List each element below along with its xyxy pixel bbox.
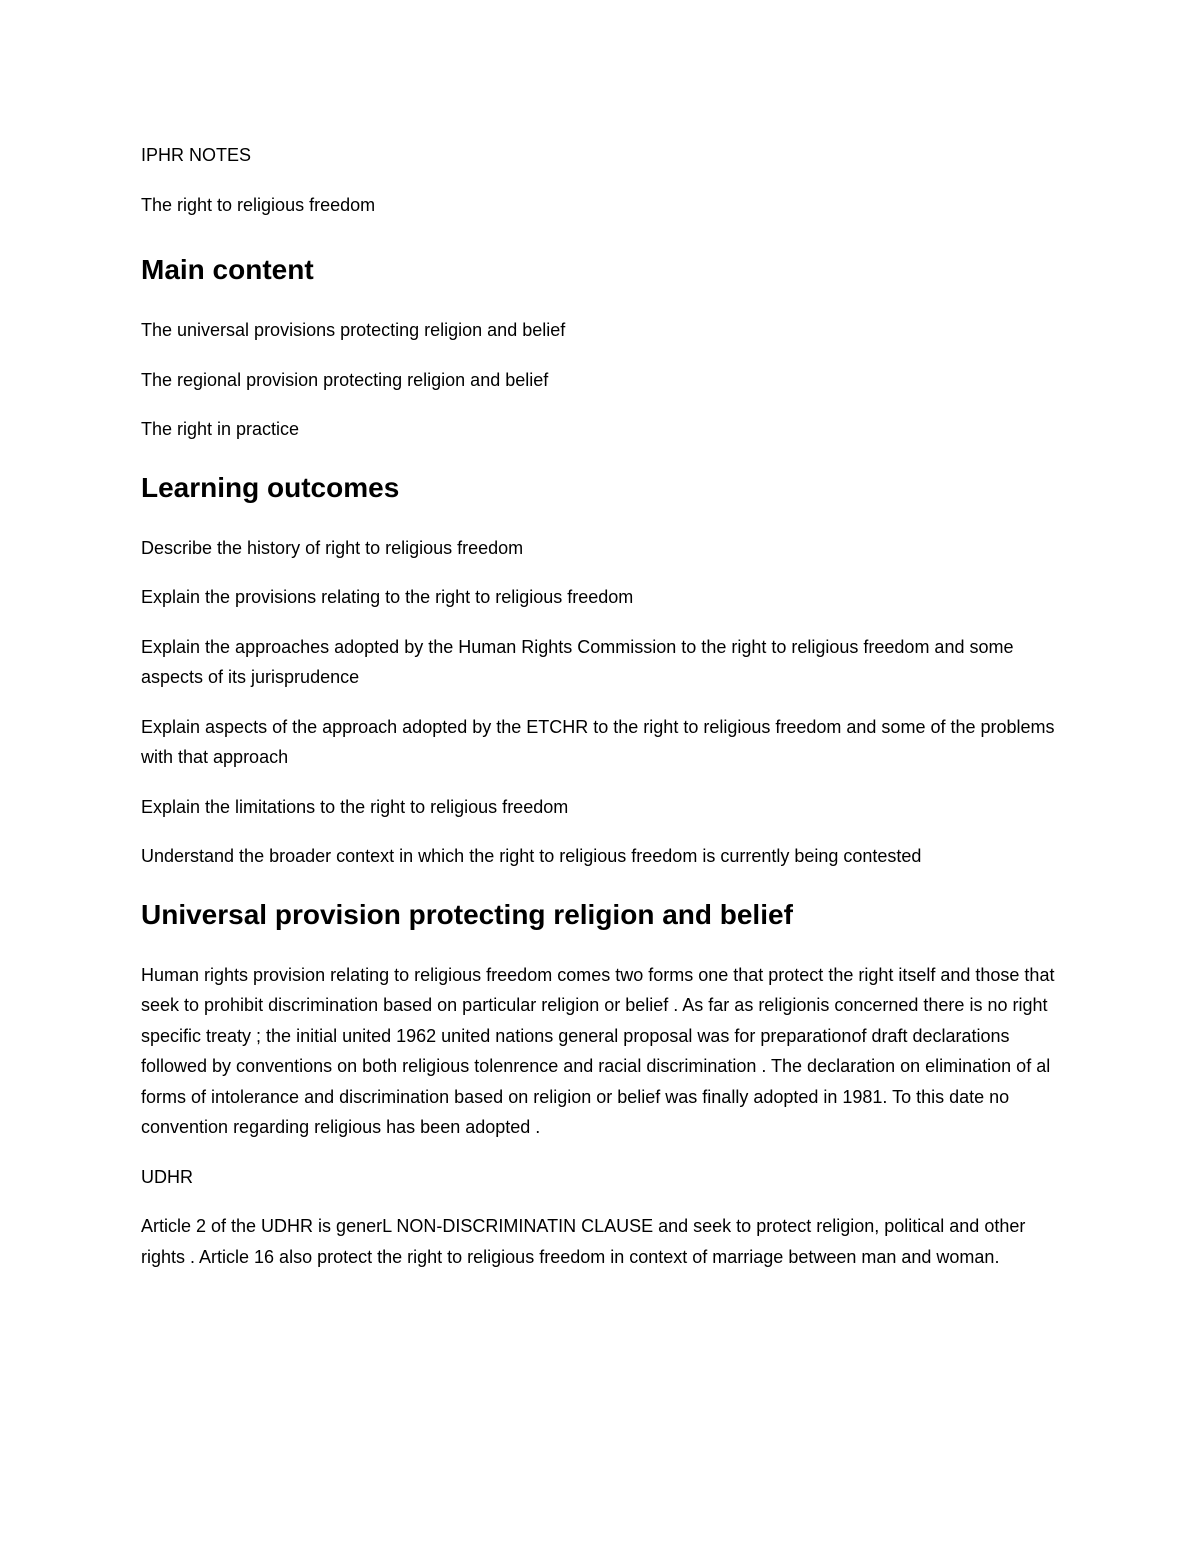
udhr-label: UDHR [141, 1166, 193, 1187]
universal-provision-heading: Universal provision protecting religion and belief [141, 898, 793, 930]
learning-outcome-item: Describe the history of right to religious freedom [141, 537, 524, 558]
universal-provision-paragraph: Human rights provision relating to religious freedom comes two forms one that protect the right itself and those that seek to prohibit discrimination based on particular religion or belief . As far as religionis concerned there is no right specific treaty ; the initial united 1962 united nations general proposal was for preparationof draft declarations followed by conventions on both religious tolenrence and racial discrimination . The declaration on elimination of al forms of intolerance and discrimination based on religion or belief was finally adopted in 1981. To this date no convention regarding religious has been adopted . [141, 964, 1055, 1137]
udhr-paragraph: Article 2 of the UDHR is generL NON-DISCRIMINATIN CLAUSE and seek to protect religion, political and other rights . Article 16 also protect the right to religious freedom in context of marriage between man and woman. [141, 1216, 1026, 1267]
learning-outcome-item: Explain the limitations to the right to religious freedom [141, 796, 569, 817]
learning-outcome-item: Explain the approaches adopted by the Human Rights Commission to the right to religious freedom and some aspects of its jurisprudence [141, 636, 1014, 687]
learning-outcome-item: Understand the broader context in which the right to religious freedom is currently being contested [141, 846, 922, 866]
document-title: IPHR NOTES [141, 145, 252, 165]
main-content-heading: Main content [141, 254, 314, 285]
learning-outcome-item: Explain aspects of the approach adopted by the ETCHR to the right to religious freedom and some of the problems with that approach [141, 716, 1055, 767]
document-body [141, 140, 1066, 1291]
main-content-item: The regional provision protecting religion and belief [141, 369, 549, 390]
learning-outcomes-heading: Learning outcomes [141, 471, 400, 503]
main-content-item: The right in practice [141, 419, 300, 439]
document-subtitle: The right to religious freedom [141, 194, 376, 215]
learning-outcome-item: Explain the provisions relating to the right to religious freedom [141, 587, 634, 607]
main-content-item: The universal provisions protecting religion and belief [141, 320, 566, 340]
